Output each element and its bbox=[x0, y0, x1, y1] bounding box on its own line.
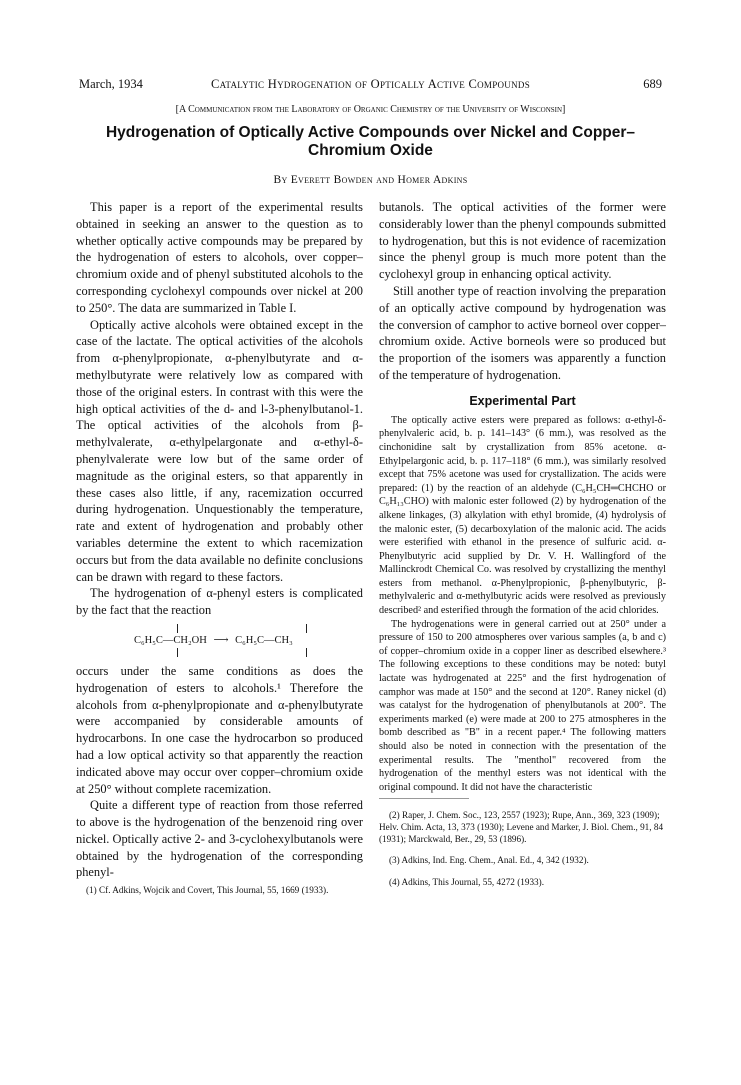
reaction-text bbox=[134, 634, 293, 646]
product: C₆H₅C—CH₃ bbox=[235, 634, 293, 646]
footnote-rule bbox=[379, 798, 469, 799]
article-title: Hydrogenation of Optically Active Compounds over Nickel and Copper–Chromium Oxide bbox=[105, 124, 636, 159]
reaction-equation bbox=[76, 621, 363, 661]
paragraph: Quite a different type of reaction from those referred to above is the hydrogenation of the benzenoid ring over nickel. Optically active 2- and 3-cyclohexylbutanols were obtained by the hydrogenation of the corresponding phenyl- bbox=[76, 798, 363, 880]
paragraph: This paper is a report of the experimental results obtained in seeking an answer to the question as to whether optically active compounds may be prepared by the hydrogenation of esters to alcohols, over copper–chromium oxide and of phenyl substituted alcohols to the corresponding cyclohexyl compounds over nickel at 200 to 250°. The data are summarized in Table I. bbox=[76, 200, 363, 315]
footnote-3: (3) Adkins, Ind. Eng. Chem., Anal. Ed., 4, 342 (1932). bbox=[389, 855, 589, 866]
section-heading: Experimental Part bbox=[469, 393, 576, 408]
footnote bbox=[76, 884, 363, 896]
paragraph: Optically active alcohols were obtained except in the case of the lactate. The optical activities of the alcohols from α-phenylpropionate, α-phenylbutyrate and α-methylbutyrate were relatively low as compared with those of the original esters. In contrast with this were the high optical activities of the d- and l-3-phenylbutanol-1. The optical activities of the alcohols from β-methylvalerate, α-ethylpelargonate and α-ethyl-δ-phenylvalerate were low but of the same order of magnitude as the original esters, so that apparently in these cases also little, if any, racemization occurred during hydrogenation. Unquestionably the temperature, rate and extent of hydrogenation and probably other variables determine the extent to which racemization occurs but from the data available no definite conclusions can be drawn with regard to these factors. bbox=[76, 317, 363, 584]
header-date: March, 1934 bbox=[79, 77, 143, 91]
reactant: C₆H₅C—CH₂OH bbox=[134, 634, 207, 646]
byline: By Everett Bowden and Homer Adkins bbox=[273, 174, 468, 186]
left-column bbox=[76, 199, 363, 896]
bond-line bbox=[177, 648, 178, 657]
header-running-title: Catalytic Hydrogenation of Optically Active Compounds bbox=[210, 77, 531, 91]
bond-line bbox=[306, 648, 307, 657]
paragraph: The hydrogenations were in general carried out at 250° under a pressure of 150 to 200 atmospheres over various samples (a, b and c) of copper–chromium oxide in a copper liner as described elsewhere.³ The following exceptions to these conditions may be noted: butyl lactate was hydrogenated at 225° and the first hydrogenation of camphor was made at 150° and the second at 120°. Raney nickel (d) was catalyst for the hydrogenation of phenylbutanols at 200°. The experiments marked (e) were made at 200 to 275 atmospheres in the bomb described as "B" in a recent paper.⁴ The following matters should also be noted in connection with the presentation of the experimental results. The "menthol" recovered from the hydrogenation of the menthyl esters was not identical with the original compound. It did not have the characteristic bbox=[379, 618, 666, 793]
paragraph: occurs under the same conditions as does the hydrogenation of esters to alcohols.¹ Therefore the alcohols from α-phenylpropionate and α-phenylbutyrate were accompanied by considerable amounts of hydrocarbons. In one case the hydrocarbon so produced had a low optical activity so that apparently the reaction indicated above may occur over copper–chromium oxide at 250° without complete racemization. bbox=[76, 663, 363, 796]
footnotes bbox=[379, 809, 666, 888]
paragraph: Still another type of reaction involving the preparation of an optically active compound by hydrogenation was the conversion of camphor to active borneol over copper–chromium oxide. Active borneols were so produced but the proportion of the isomers was apparently a function of the temperature of hydrogenation. bbox=[379, 283, 666, 382]
running-header bbox=[79, 77, 662, 93]
page-number: 689 bbox=[643, 77, 662, 91]
footnote-2: (2) Raper, J. Chem. Soc., 123, 2557 (1923); Rupe, Ann., 369, 323 (1909); Helv. Chim. Acta, 13, 373 (1930); Levene and Marker, J. Biol. Chem., 91, 84 (1931); Marckwald, Ber., 29, 53 (1896). bbox=[379, 809, 664, 844]
paragraph: The hydrogenation of α-phenyl esters is complicated by the fact that the reaction bbox=[76, 586, 363, 618]
footnote-4: (4) Adkins, This Journal, 55, 4272 (1933). bbox=[389, 876, 544, 887]
bond-line bbox=[306, 624, 307, 633]
right-column bbox=[379, 199, 666, 897]
bond-line bbox=[177, 624, 178, 633]
paragraph: butanols. The optical activities of the former were considerably lower than the phenyl compounds submitted to hydrogenation, but this is not evidence of racemization since the phenyl group is much more potent than the cyclohexyl group in enhancing optical activity. bbox=[379, 200, 666, 282]
communication-line: [A Communication from the Laboratory of Organic Chemistry of the University of Wisconsin] bbox=[175, 104, 566, 115]
paragraph: The optically active esters were prepared as follows: α-ethyl-δ-phenylvaleric acid, b. p. 141–143° (6 mm.), was resolved as the cinchonidine salt by crystallization from 85% acetone. α-Ethylpelargonic acid, b. p. 117–118° (6 mm.), was similarly resolved except that 75% acetone was used for crystallization. The acids were prepared: (1) by the reaction of an aldehyde (C₆H₅CH═CHCHO or C₆H₁₃CHO) with malonic ester followed (2) by hydrogenation of the alkene linkages, (3) alkylation with ethyl bromide, (4) hydrolysis of the malonic ester, (5) decarboxylation of the malonic acid. The acids were esterified with ethanol in the presence of sulfuric acid. α-Phenylbutyric acid supplied by Dr. V. H. Wallingford of the Mallinckrodt Chemical Co. was resolved by crystallizing the menthyl esters from methanol. α-Phenylpropionic, β-phenylbutyric, β-methylvaleric and α-methylbutyric acids were resolved as previously described² and esterified through the formation of the acid chlorides. bbox=[379, 414, 666, 617]
footnote-1: (1) Cf. Adkins, Wojcik and Covert, This Journal, 55, 1669 (1933). bbox=[86, 885, 329, 896]
reaction-arrow: ⟶ bbox=[213, 634, 229, 646]
